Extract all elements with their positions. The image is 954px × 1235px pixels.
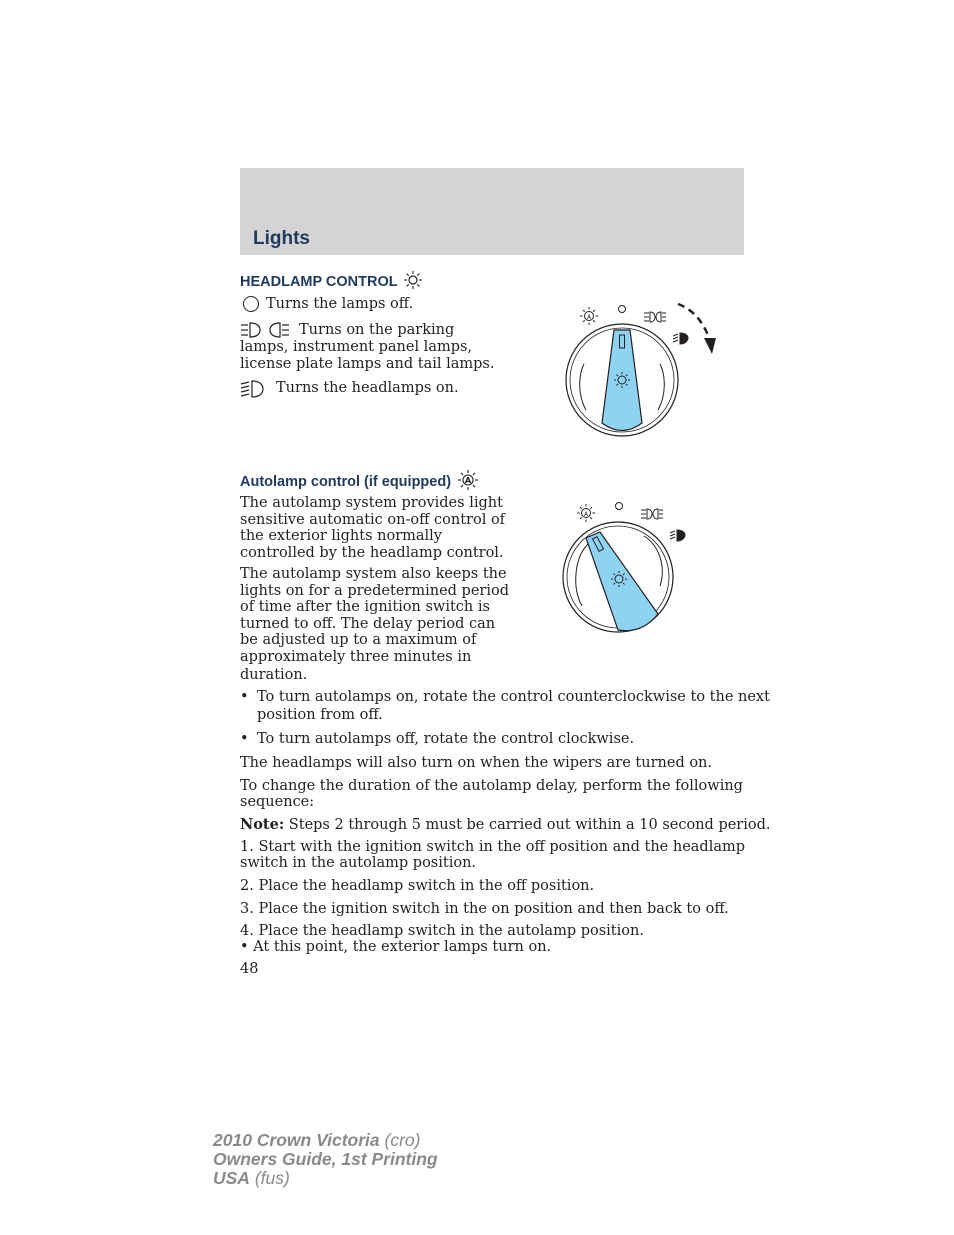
text-line: sensitive automatic on-off control of bbox=[240, 511, 506, 528]
svg-text:A: A bbox=[586, 314, 592, 321]
note bbox=[240, 817, 771, 834]
bullet-autolamps-off: To turn autolamps off, rotate the control clockwise. bbox=[257, 731, 635, 747]
text-line: the exterior lights normally bbox=[240, 528, 442, 545]
autolamp-paragraph-1 bbox=[240, 495, 505, 561]
note-label: Note: bbox=[240, 816, 285, 833]
headlamp-heading bbox=[240, 270, 423, 290]
parking-position-icon bbox=[644, 312, 666, 322]
bullet-dot: • bbox=[240, 731, 249, 747]
page-number: 48 bbox=[240, 961, 259, 977]
parking-text-line2: lamps, instrument panel lamps, bbox=[240, 339, 473, 355]
bullet-dot: • bbox=[240, 689, 249, 705]
off-position-icon bbox=[616, 503, 623, 510]
bullet-autolamps-on-line2: position from off. bbox=[257, 707, 383, 723]
text-line: lights on for a predetermined period bbox=[240, 582, 509, 599]
change-text-line1: To change the duration of the autolamp delay, perform the following bbox=[240, 778, 743, 794]
text-line: The autolamp system provides light bbox=[240, 495, 503, 511]
headlamp-heading-text: HEADLAMP CONTROL bbox=[240, 274, 398, 290]
step-3: 3. Place the ignition switch in the on position and then back to off. bbox=[240, 901, 729, 917]
step-4-bullet: • At this point, the exterior lamps turn on. bbox=[240, 939, 552, 955]
parking-text-line1: Turns on the parking bbox=[299, 322, 455, 338]
footer-line3 bbox=[213, 1169, 438, 1188]
footer-model: 2010 Crown Victoria bbox=[213, 1130, 380, 1150]
step-1-line2: switch in the autolamp position. bbox=[240, 855, 477, 871]
text-line: controlled by the headlamp control. bbox=[240, 544, 504, 561]
text-line: be adjusted up to a maximum of bbox=[240, 632, 477, 649]
autolamp-knob-diagram bbox=[560, 496, 690, 636]
autolamp-paragraph-2 bbox=[240, 566, 509, 683]
step-2: 2. Place the headlamp switch in the off position. bbox=[240, 878, 595, 894]
parking-lamps-icon bbox=[240, 321, 290, 339]
footer-line2: Owners Guide, 1st Printing bbox=[213, 1149, 438, 1169]
text-line: of time after the ignition switch is bbox=[240, 599, 490, 616]
headlamp-beam-icon bbox=[240, 379, 266, 399]
parking-text-line3: license plate lamps and tail lamps. bbox=[240, 356, 495, 372]
text-line: The autolamp system also keeps the bbox=[240, 566, 507, 582]
parking-position-icon bbox=[641, 509, 663, 519]
footer bbox=[213, 1131, 438, 1188]
text-line: duration. bbox=[240, 666, 308, 683]
headlamp-position-icon bbox=[673, 333, 688, 344]
headlamp-sun-icon bbox=[403, 270, 423, 290]
wipers-text: The headlamps will also turn on when the wipers are turned on. bbox=[240, 755, 713, 771]
change-text-line2: sequence: bbox=[240, 794, 315, 810]
svg-text:A: A bbox=[583, 511, 589, 518]
text-line: approximately three minutes in bbox=[240, 648, 472, 665]
autolamp-heading-text: Autolamp control (if equipped) bbox=[240, 474, 452, 490]
footer-market: USA bbox=[213, 1168, 250, 1188]
off-circle-icon bbox=[242, 295, 260, 313]
off-position-icon bbox=[619, 306, 626, 313]
autolamp-icon bbox=[457, 469, 479, 491]
autolamp-heading bbox=[240, 469, 479, 491]
footer-market-code: (fus) bbox=[249, 1168, 290, 1188]
arrow-head bbox=[704, 338, 716, 354]
text-line: turned to off. The delay period can bbox=[240, 615, 496, 632]
section-banner bbox=[240, 168, 744, 255]
headlamps-text: Turns the headlamps on. bbox=[276, 380, 459, 396]
footer-line1 bbox=[213, 1131, 438, 1150]
step-4: 4. Place the headlamp switch in the autolamp position. bbox=[240, 923, 644, 939]
off-text: Turns the lamps off. bbox=[266, 296, 414, 312]
step-1-line1: 1. Start with the ignition switch in the off position and the headlamp bbox=[240, 839, 746, 855]
bullet-autolamps-on-line1: To turn autolamps on, rotate the control counterclockwise to the next bbox=[257, 689, 770, 705]
footer-model-code: (cro) bbox=[379, 1130, 421, 1150]
section-title: Lights bbox=[253, 228, 310, 249]
note-text: Steps 2 through 5 must be carried out within a 10 second period. bbox=[284, 817, 771, 833]
headlamp-knob-diagram bbox=[560, 296, 730, 441]
svg-text:A: A bbox=[464, 476, 472, 486]
headlamp-position-icon bbox=[670, 530, 685, 541]
